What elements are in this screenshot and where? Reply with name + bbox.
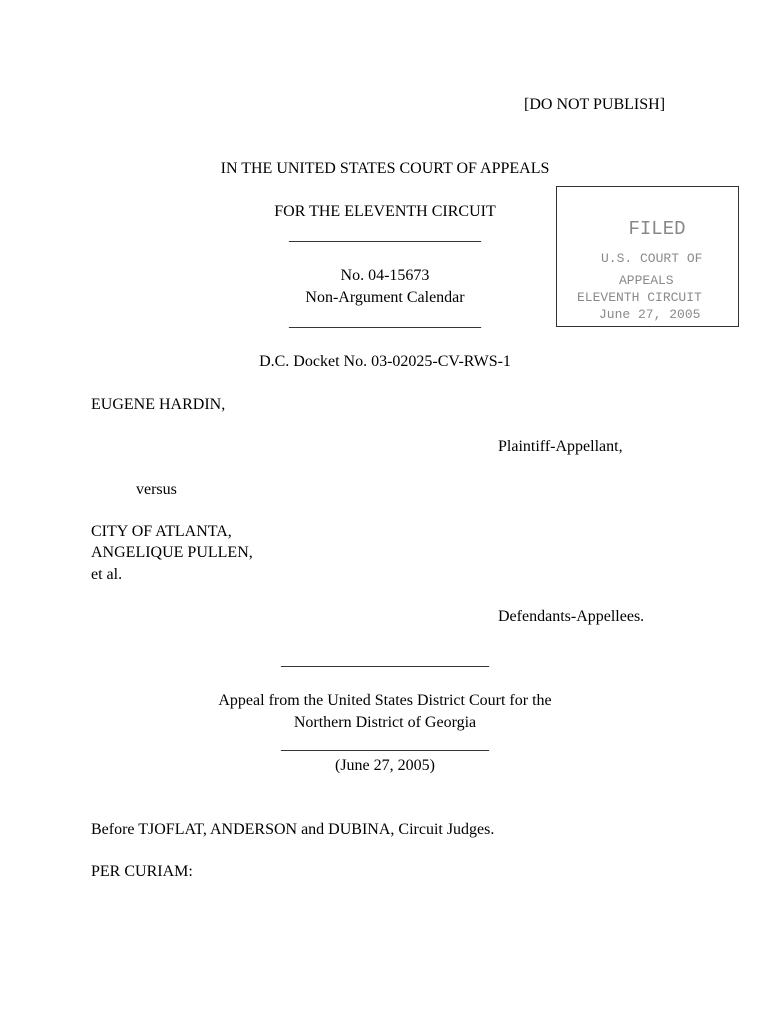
separator-middle: ________________________ — [289, 313, 481, 330]
plaintiff-name: EUGENE HARDIN, — [91, 396, 226, 413]
separator-date: __________________________ — [281, 736, 489, 753]
appeal-from-line: Appeal from the United States District Court for the — [218, 692, 552, 709]
court-title: IN THE UNITED STATES COURT OF APPEALS — [220, 160, 550, 177]
filed-title: FILED — [628, 218, 686, 240]
defendant-pullen: ANGELIQUE PULLEN, — [91, 544, 253, 561]
separator-top: ________________________ — [289, 227, 481, 244]
defendant-et-al: et al. — [91, 566, 123, 583]
docket-number: D.C. Docket No. 03-02025-CV-RWS-1 — [259, 353, 511, 370]
panel-judges: Before TJOFLAT, ANDERSON and DUBINA, Circuit Judges. — [91, 821, 495, 838]
decision-date: (June 27, 2005) — [335, 757, 435, 774]
filed-date: June 27, 2005 — [599, 307, 701, 322]
filed-circuit-line: ELEVENTH CIRCUIT — [577, 290, 702, 305]
appeal-district-line: Northern District of Georgia — [293, 714, 477, 731]
publish-notice: [DO NOT PUBLISH] — [524, 96, 666, 113]
per-curiam-heading: PER CURIAM: — [91, 863, 193, 880]
plaintiff-role: Plaintiff-Appellant, — [498, 438, 623, 455]
calendar-type: Non-Argument Calendar — [305, 289, 465, 306]
separator-appeal: __________________________ — [281, 652, 489, 669]
filed-appeals-line: APPEALS — [619, 273, 674, 288]
case-number: No. 04-15673 — [340, 267, 430, 284]
defendant-city: CITY OF ATLANTA, — [91, 523, 232, 540]
defendant-role: Defendants-Appellees. — [498, 608, 645, 625]
versus-label: versus — [136, 481, 177, 498]
circuit-title: FOR THE ELEVENTH CIRCUIT — [274, 203, 496, 220]
filed-stamp — [556, 186, 739, 327]
filed-court-line: U.S. COURT OF — [601, 251, 703, 266]
